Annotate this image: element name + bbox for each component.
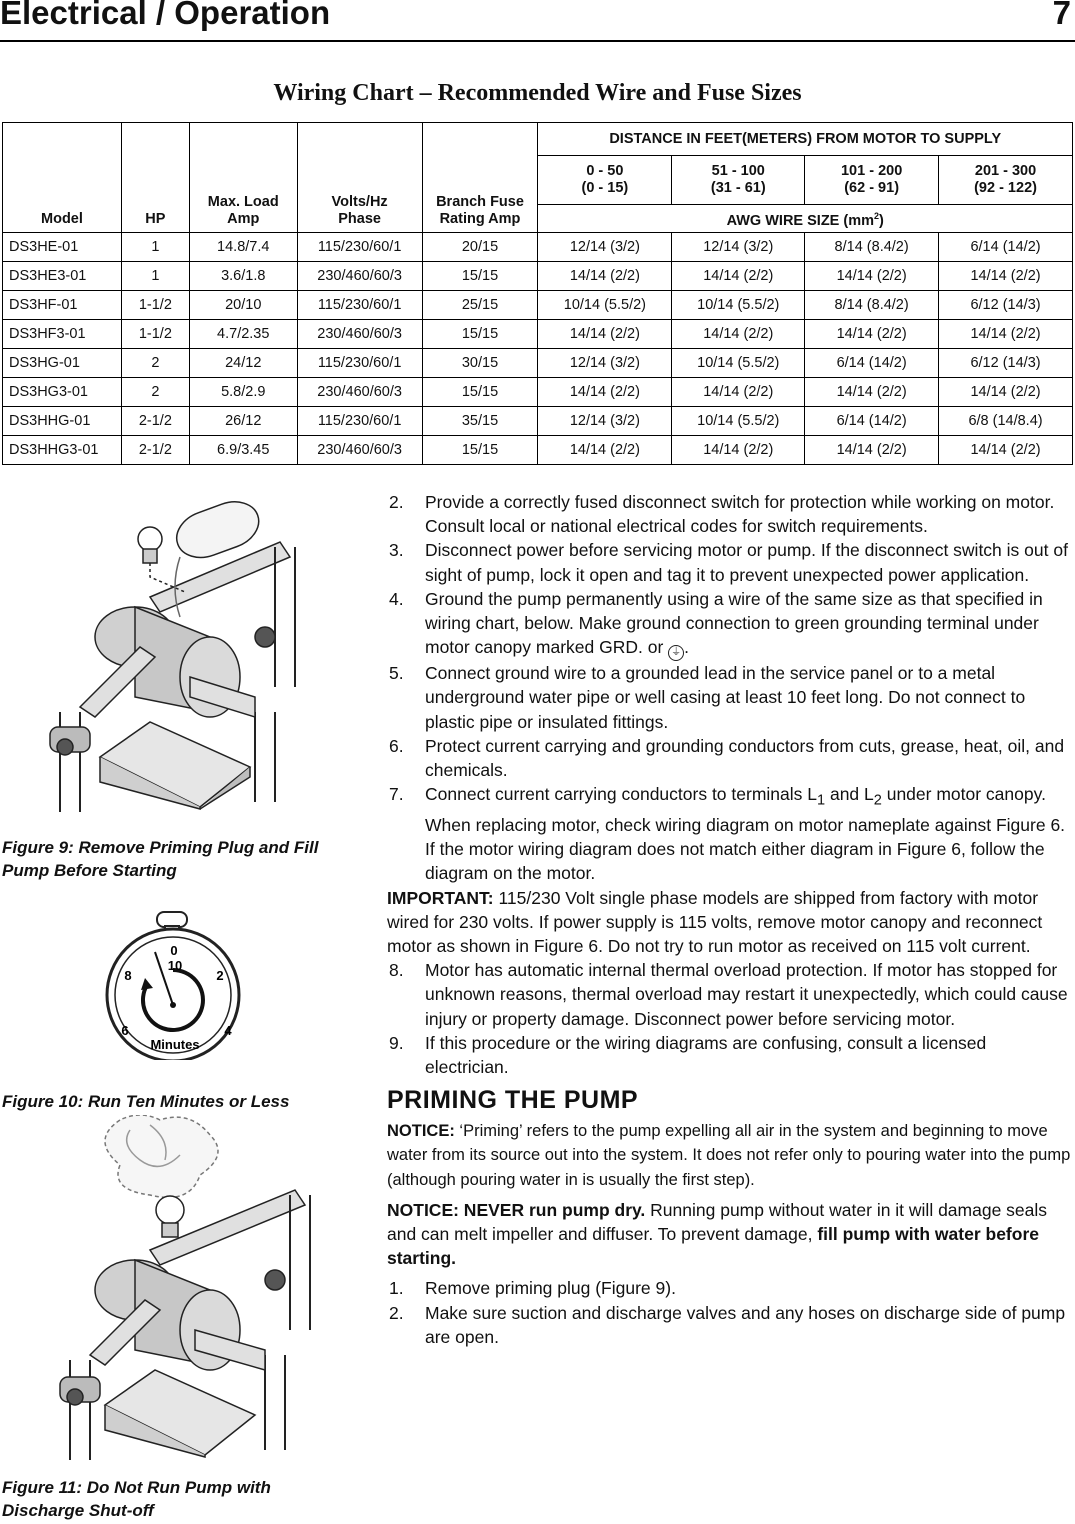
table-cell-fuse: 15/15: [422, 378, 538, 407]
table-cell-w3: 6/14 (14/2): [805, 349, 939, 378]
table-cell-hp: 1-1/2: [121, 291, 189, 320]
table-cell-fuse: 30/15: [422, 349, 538, 378]
table-cell-w1: 12/14 (3/2): [538, 233, 672, 262]
table-cell-volts: 115/230/60/1: [297, 407, 422, 436]
table-cell-fuse: 15/15: [422, 320, 538, 349]
table-cell-load: 6.9/3.45: [189, 436, 297, 465]
table-cell-fuse: 15/15: [422, 436, 538, 465]
range-101-200: 101 - 200 (62 - 91): [805, 156, 939, 205]
table-row: [3, 378, 1073, 407]
table-cell-model: DS3HHG3-01: [3, 436, 122, 465]
figure-10-caption: Figure 10: Run Ten Minutes or Less: [2, 1092, 290, 1111]
table-row: [3, 407, 1073, 436]
table-cell-hp: 1: [121, 233, 189, 262]
table-cell-w3: 14/14 (2/2): [805, 378, 939, 407]
table-cell-w2: 10/14 (5.5/2): [672, 291, 805, 320]
col-max-load: Max. Load Amp: [189, 123, 297, 233]
table-cell-load: 3.6/1.8: [189, 262, 297, 291]
table-cell-w4: 6/12 (14/3): [939, 349, 1073, 378]
figure-10-stopwatch: [95, 910, 245, 1060]
table-cell-w1: 10/14 (5.5/2): [538, 291, 672, 320]
list-item: 7. Connect current carrying conductors to terminals $L_1$ and $L_2$ under motor canopy. When replacing motor, check wiring diagram on motor nameplate against Figure 6. If the motor wiring diagram does not match either diagram in Figure 6, follow the diagram on the motor.: [389, 784, 1066, 884]
dial-label: Minutes: [150, 1037, 200, 1052]
table-cell-w3: 8/14 (8.4/2): [805, 233, 939, 262]
table-cell-volts: 115/230/60/1: [297, 233, 422, 262]
table-cell-w1: 12/14 (3/2): [538, 407, 672, 436]
table-cell-volts: 230/460/60/3: [297, 378, 422, 407]
figure-11-illustration: [50, 1115, 340, 1460]
table-cell-w4: 14/14 (2/2): [939, 320, 1073, 349]
list-item: 2. Provide a correctly fused disconnect switch for protection while working on motor. Consult local or national electrical codes for switch requirements.: [389, 492, 1055, 537]
distance-header: DISTANCE IN FEET(METERS) FROM MOTOR TO SUPPLY: [538, 123, 1073, 156]
col-volts: Volts/Hz Phase: [297, 123, 422, 233]
table-cell-load: 24/12: [189, 349, 297, 378]
wiring-chart-title: Wiring Chart – Recommended Wire and Fuse Sizes: [273, 80, 802, 106]
dial-0: 0: [170, 943, 178, 958]
col-hp: HP: [121, 123, 189, 233]
priming-heading: PRIMING THE PUMP: [387, 1086, 639, 1115]
table-cell-volts: 115/230/60/1: [297, 291, 422, 320]
list-item: 5. Connect ground wire to a grounded lead in the service panel or to a metal underground water pipe or well casing at least 10 feet long. Do not connect to plastic pipe or insulated fittings.: [389, 663, 1026, 732]
table-row: [3, 320, 1073, 349]
dial-4: 4: [224, 1023, 232, 1038]
table-cell-w1: 14/14 (2/2): [538, 378, 672, 407]
table-cell-volts: 230/460/60/3: [297, 262, 422, 291]
table-cell-model: DS3HHG-01: [3, 407, 122, 436]
table-cell-load: 20/10: [189, 291, 297, 320]
notice-priming: NOTICE: ‘Priming’ refers to the pump expelling all air in the system and beginning to move water from its source out into the system. It does not refer only to pouring water into the pump (although pouring water in is usually the first step).: [387, 1122, 1071, 1189]
table-cell-model: DS3HF3-01: [3, 320, 122, 349]
dial-6: 6: [121, 1023, 129, 1038]
page-number: 7: [1052, 0, 1071, 31]
table-cell-model: DS3HE3-01: [3, 262, 122, 291]
table-row: [3, 291, 1073, 320]
table-cell-w1: 12/14 (3/2): [538, 349, 672, 378]
table-cell-w2: 12/14 (3/2): [672, 233, 805, 262]
table-cell-fuse: 15/15: [422, 262, 538, 291]
table-cell-hp: 2: [121, 349, 189, 378]
table-cell-model: DS3HG3-01: [3, 378, 122, 407]
table-cell-w3: 6/14 (14/2): [805, 407, 939, 436]
table-row: [3, 349, 1073, 378]
table-cell-w1: 14/14 (2/2): [538, 436, 672, 465]
table-cell-w4: 14/14 (2/2): [939, 262, 1073, 291]
list-item: 9. If this procedure or the wiring diagrams are confusing, consult a licensed electrician.: [389, 1032, 987, 1077]
table-cell-load: 4.7/2.35: [189, 320, 297, 349]
table-cell-w4: 14/14 (2/2): [939, 436, 1073, 465]
wiring-chart-table: [2, 122, 1073, 465]
col-model: Model: [3, 123, 122, 233]
table-cell-w3: 14/14 (2/2): [805, 436, 939, 465]
list-item: 2. Make sure suction and discharge valves and any hoses on discharge side of pump are open.: [389, 1302, 1066, 1347]
table-cell-w4: 6/8 (14/8.4): [939, 407, 1073, 436]
table-cell-w3: 8/14 (8.4/2): [805, 291, 939, 320]
table-cell-w3: 14/14 (2/2): [805, 262, 939, 291]
table-cell-w3: 14/14 (2/2): [805, 320, 939, 349]
dial-2: 2: [216, 968, 224, 983]
page-header: [0, 0, 1075, 42]
figure-11-caption: Figure 11: Do Not Run Pump with Discharge Shut-off: [2, 1478, 271, 1520]
figure-9-caption: Figure 9: Remove Priming Plug and Fill Pump Before Starting: [2, 838, 319, 880]
list-item: 1. Remove priming plug (Figure 9).: [389, 1278, 676, 1299]
table-row: [3, 233, 1073, 262]
dial-10: 10: [167, 958, 183, 973]
table-cell-load: 14.8/7.4: [189, 233, 297, 262]
list-item: 3. Disconnect power before servicing motor or pump. If the disconnect switch is out of sight of pump, lock it open and tag it to prevent unexpected power application.: [389, 540, 1068, 585]
list-item: 6. Protect current carrying and grounding conductors from cuts, grease, heat, oil, and chemicals.: [389, 735, 1065, 781]
table-cell-hp: 2-1/2: [121, 407, 189, 436]
table-cell-model: DS3HG-01: [3, 349, 122, 378]
table-cell-model: DS3HF-01: [3, 291, 122, 320]
table-cell-hp: 1: [121, 262, 189, 291]
dial-8: 8: [124, 968, 132, 983]
table-cell-load: 26/12: [189, 407, 297, 436]
table-cell-hp: 1-1/2: [121, 320, 189, 349]
table-row: [3, 262, 1073, 291]
range-201-300: 201 - 300 (92 - 122): [939, 156, 1073, 205]
table-cell-w4: 6/12 (14/3): [939, 291, 1073, 320]
instructions-column: [387, 490, 1073, 1349]
table-cell-load: 5.8/2.9: [189, 378, 297, 407]
table-cell-w4: 14/14 (2/2): [939, 378, 1073, 407]
figure-9-illustration: [40, 497, 340, 812]
table-cell-w2: 10/14 (5.5/2): [672, 349, 805, 378]
table-cell-w2: 14/14 (2/2): [672, 436, 805, 465]
table-cell-w2: 10/14 (5.5/2): [672, 407, 805, 436]
col-fuse: Branch Fuse Rating Amp: [422, 123, 538, 233]
table-cell-w2: 14/14 (2/2): [672, 378, 805, 407]
table-cell-volts: 115/230/60/1: [297, 349, 422, 378]
list-item: 8. Motor has automatic internal thermal overload protection. If motor has stopped for unknown reasons, thermal overload may restart it unexpectedly, which could cause injury or property damage. Disconnect power before servicing motor.: [389, 960, 1068, 1029]
table-cell-fuse: 35/15: [422, 407, 538, 436]
awg-wire-size-header: AWG WIRE SIZE $(mm^2)$: [538, 205, 1073, 233]
table-cell-fuse: 20/15: [422, 233, 538, 262]
notice-never-run-dry: NOTICE: NEVER run pump dry. Running pump without water in it will damage seals and can melt impeller and diffuser. To prevent damage, fill pump with water before starting.: [387, 1199, 1048, 1269]
table-cell-fuse: 25/15: [422, 291, 538, 320]
range-51-100: 51 - 100 (31 - 61): [672, 156, 805, 205]
table-cell-hp: 2-1/2: [121, 436, 189, 465]
table-cell-w2: 14/14 (2/2): [672, 320, 805, 349]
table-cell-volts: 230/460/60/3: [297, 320, 422, 349]
table-cell-w2: 14/14 (2/2): [672, 262, 805, 291]
range-0-50: 0 - 50 (0 - 15): [538, 156, 672, 205]
important-note: IMPORTANT: 115/230 Volt single phase models are shipped from factory with motor wired for 230 volts. If power supply is 115 volts, remove motor canopy and reconnect motor as shown in Figure 6. Do not try to run motor as received on 115 volt current.: [387, 887, 1043, 956]
table-cell-w1: 14/14 (2/2): [538, 262, 672, 291]
table-cell-hp: 2: [121, 378, 189, 407]
table-cell-w4: 6/14 (14/2): [939, 233, 1073, 262]
page-title: Electrical / Operation: [0, 0, 331, 31]
list-item: 4. Ground the pump permanently using a wire of the same size as that specified in wiring chart, below. Make ground connection to green grounding terminal under motor canopy marked GRD. or ⏚ .: [387, 587, 1073, 661]
ground-symbol-icon: ⏚: [668, 645, 684, 661]
table-cell-model: DS3HE-01: [3, 233, 122, 262]
table-row: [3, 436, 1073, 465]
table-cell-volts: 230/460/60/3: [297, 436, 422, 465]
table-cell-w1: 14/14 (2/2): [538, 320, 672, 349]
